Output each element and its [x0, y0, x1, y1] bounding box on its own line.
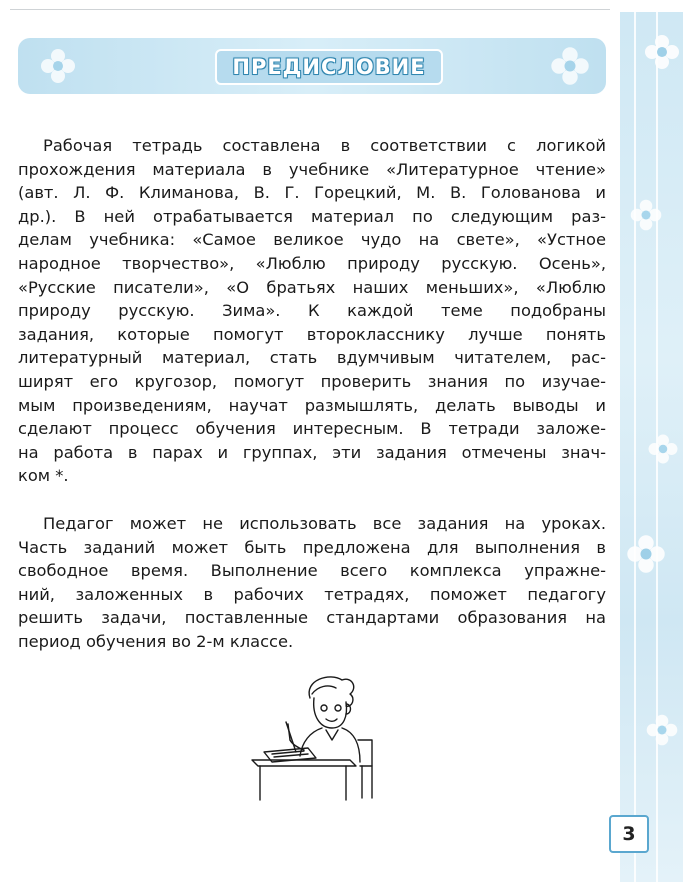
paragraph-1	[18, 134, 606, 488]
top-rule	[10, 9, 610, 10]
text-line: мым произведениям, научат размышлять, делать выводы и	[18, 395, 606, 415]
header-banner	[18, 38, 606, 94]
text-line: народное творчество», «Люблю природу русскую. Осень»,	[18, 253, 606, 273]
text-line: природу русскую. Зима». К каждой теме подобраны	[18, 301, 606, 321]
decorative-side-strip	[620, 12, 683, 882]
flower-icon	[646, 432, 680, 466]
text-line: Педагог может не использовать все задания на уроках.	[43, 514, 606, 533]
text-line: Часть заданий может быть предложена для выполнения в	[18, 537, 606, 557]
text-line: др.). В ней отрабатывается материал по следующим раз-	[18, 206, 606, 226]
boy-writing-illustration	[238, 670, 388, 805]
text-line: Рабочая тетрадь составлена в соответствии с логикой	[43, 136, 606, 155]
text-line: ком *.	[18, 466, 69, 486]
flower-icon	[628, 197, 664, 233]
flower-icon	[38, 46, 78, 86]
flower-icon	[644, 712, 680, 748]
text-line: свободное время. Выполнение всего комплекса упражне-	[18, 561, 606, 581]
text-line: (авт. Л. Ф. Климанова, В. Г. Горецкий, М. В. Голованова и	[18, 183, 606, 203]
page-number: 3	[622, 823, 636, 845]
text-line: «Русские писатели», «О братьях наших меньших», «Люблю	[18, 277, 606, 297]
text-line: ширят его кругозор, помогут проверить знания по изучае-	[18, 371, 606, 391]
text-line: на работа в парах и группах, эти задания отмечены знач-	[18, 442, 606, 462]
text-line: период обучения во 2-м классе.	[18, 631, 294, 651]
text-line: литературный материал, стать вдумчивым читателем, рас-	[18, 348, 606, 368]
text-line: задания, которые помогут второкласснику лучше понять	[18, 324, 606, 344]
page-title-box	[215, 49, 443, 85]
page-title: ПРЕДИСЛОВИЕ	[232, 55, 426, 79]
flower-icon	[642, 32, 682, 72]
flower-icon	[624, 532, 668, 576]
text-line: прохождения материала в учебнике «Литературное чтение»	[18, 159, 606, 179]
flower-icon	[548, 44, 592, 88]
text-line: сделают процесс обучения интересным. В тетради заложе-	[18, 419, 606, 439]
page-number-box	[609, 815, 649, 853]
text-line: ний, заложенных в рабочих тетрадях, поможет педагогу	[18, 584, 606, 604]
text-line: решить задачи, поставленные стандартами образования на	[18, 608, 606, 628]
paragraph-2	[18, 512, 606, 654]
text-line: делам учебника: «Самое великое чудо на свете», «Устное	[18, 230, 606, 250]
